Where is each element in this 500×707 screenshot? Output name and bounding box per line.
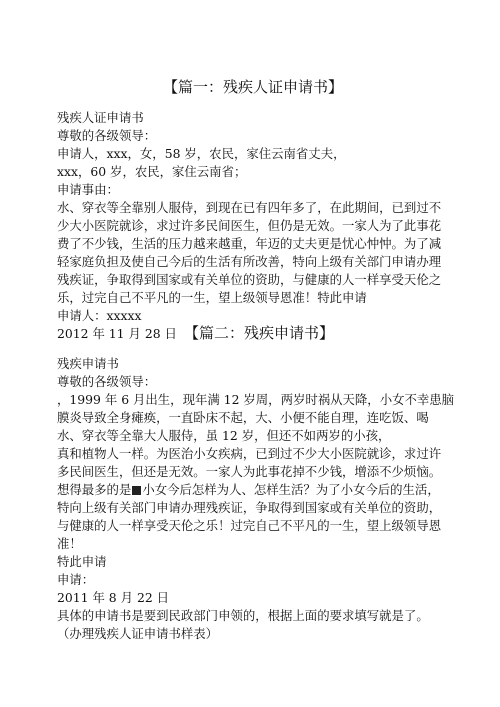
s1-line: 尊敬的各级领导： <box>57 128 157 143</box>
s2-line-part: 小女今后怎样为人、怎样生活？为了小女今后的生活， <box>142 482 440 497</box>
s2-line: （办理残疾人证申请书样表） <box>57 626 219 641</box>
s2-line-part: 想得最多的是 <box>57 482 132 497</box>
s2-line: 准！ <box>57 536 82 551</box>
s2-line: ，1999 年 6 月出生，现年满 12 岁周，两岁时祸从天降，小女不幸患脑 <box>57 392 455 407</box>
s2-line: 残疾申请书 <box>57 356 119 371</box>
s2-line-with-glyph <box>57 481 440 499</box>
s1-line: 残疾证，争取得到国家或有关单位的资助，与健康的人一样享受天伦之 <box>57 272 442 287</box>
s2-line: 尊敬的各级领导： <box>57 374 157 389</box>
s1-line: 费了不少钱，生活的压力越来越重，年迈的丈夫更是忧心忡忡。为了减 <box>57 236 442 251</box>
s1-line: 申请人，xxx，女，58 岁，农民，家住云南省丈夫， <box>57 146 346 161</box>
s1-line: 少大小医院就诊，求过许多民间医生，但仍是无效。一家人为了此事花 <box>57 218 442 233</box>
section1-heading: 【篇一：残疾人证申请书】 <box>163 78 344 96</box>
s1-line: 乐，过完自己不平凡的一生，望上级领导恩准！特此申请 <box>57 290 367 305</box>
s2-line: 2011 年 8 月 22 日 <box>57 590 170 605</box>
unknown-glyph-icon <box>132 486 141 495</box>
s2-line: 与健康的人一样享受天伦之乐！过完自己不平凡的一生，望上级领导恩 <box>57 518 442 533</box>
section2-heading: 【篇二：残疾申请书】 <box>184 324 335 342</box>
s2-line: 真和植物人一样。为医治小女疾病，已到过不少大小医院就诊，求过许 <box>57 446 442 461</box>
s2-line: 多民间医生，但还是无效。一家人为此事花掉不少钱，增添不少烦恼。 <box>57 464 442 479</box>
s2-line: 特此申请 <box>57 554 107 569</box>
s1-line: 残疾人证申请书 <box>57 110 144 125</box>
s1-line: 申请人：xxxxx <box>57 308 142 323</box>
s1-line: 2012 年 11 月 28 日 <box>57 326 177 341</box>
s2-line: 膜炎导致全身瘫痪，一直卧床不起，大、小便不能自理，连吃饭、喝 <box>57 410 429 425</box>
s2-line: 具体的申请书是要到民政部门申领的，根据上面的要求填写就是了。 <box>57 608 429 623</box>
s1-line: xxx，60 岁，农民，家住云南省； <box>57 164 247 179</box>
s2-line: 水、穿衣等全靠大人服侍，虽 12 岁，但还不如两岁的小孩， <box>57 428 391 443</box>
s1-line: 申请事由： <box>57 182 119 197</box>
s1-line: 轻家庭负担及使自己今后的生活有所改善，特向上级有关部门申请办理 <box>57 254 442 269</box>
s1-line: 水、穿衣等全靠别人服侍，到现在已有四年多了，在此期间，已到过不 <box>57 200 442 215</box>
s2-line: 申请： <box>57 572 95 587</box>
s2-line: 特向上级有关部门申请办理残疾证，争取得到国家或有关单位的资助， <box>57 500 442 515</box>
